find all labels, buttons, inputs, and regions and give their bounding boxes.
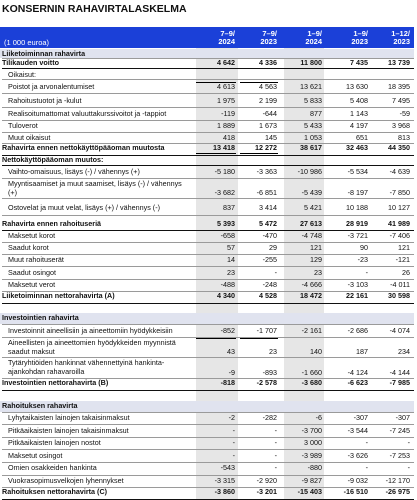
row-value: -7 406 — [389, 231, 410, 240]
row-value: -5 439 — [301, 188, 322, 197]
row-value: -8 197 — [347, 188, 368, 197]
row-divider — [2, 324, 414, 325]
table-row — [0, 338, 414, 357]
row-value: 57 — [227, 243, 235, 252]
row-value: -4 748 — [301, 231, 322, 240]
row-value: 3 414 — [259, 203, 277, 212]
row-divider — [2, 107, 414, 108]
row-value: 813 — [398, 133, 410, 142]
table-row — [0, 219, 414, 230]
row-value: 23 — [269, 347, 277, 356]
row-value: -880 — [307, 463, 322, 472]
column-header-q3-2024: 7–9/ 2024 — [218, 29, 235, 46]
row-value: -15 403 — [297, 487, 322, 496]
row-value: -3 989 — [301, 451, 322, 460]
row-value: -4 666 — [301, 280, 322, 289]
row-value: 7 435 — [350, 58, 368, 67]
table-row — [0, 167, 414, 178]
row-value: -9 032 — [347, 476, 368, 485]
row-value: 13 630 — [346, 82, 368, 91]
table-row — [0, 121, 414, 132]
emphasis-underline — [196, 338, 236, 339]
row-value: 30 598 — [388, 291, 410, 300]
row-label: Rahoitustuotot ja -kulut — [8, 96, 82, 105]
row-value: -3 680 — [301, 378, 322, 387]
row-label: Vaihto-omaisuus, lisäys (-) / vähennys (+) — [8, 167, 140, 176]
row-value: -7 253 — [389, 451, 410, 460]
table-row — [0, 476, 414, 487]
row-value: -488 — [220, 280, 235, 289]
row-value: 1 143 — [350, 109, 368, 118]
row-value: 5 393 — [217, 219, 235, 228]
table-row — [0, 58, 414, 68]
row-value: -4 074 — [389, 326, 410, 335]
row-value: 18 395 — [388, 82, 410, 91]
row-value: 32 463 — [346, 143, 368, 152]
row-label: Maksetut korot — [8, 231, 56, 240]
section-heading: Liiketoiminnan rahavirta — [2, 49, 86, 58]
row-value: -2 161 — [301, 326, 322, 335]
emphasis-underline — [240, 82, 278, 83]
row-value: 145 — [265, 133, 277, 142]
row-value: -3 103 — [347, 280, 368, 289]
row-value: 4 642 — [217, 58, 235, 67]
row-value: 23 — [314, 268, 322, 277]
section-heading: Rahoituksen rahavirta — [2, 401, 78, 410]
table-row — [0, 255, 414, 266]
row-label: Muut oikaisut — [8, 133, 51, 142]
row-value: -4 011 — [390, 280, 410, 289]
row-value: 12 272 — [255, 143, 277, 152]
row-value: 4 197 — [350, 121, 368, 130]
table-row — [0, 280, 414, 291]
row-value: 14 — [227, 255, 235, 264]
row-value: 5 433 — [304, 121, 322, 130]
row-value: 2 199 — [259, 96, 277, 105]
row-value: -3 201 — [256, 487, 277, 496]
table-row — [0, 96, 414, 107]
row-value: 22 161 — [346, 291, 368, 300]
row-value: - — [274, 451, 277, 460]
row-value: 38 617 — [300, 143, 322, 152]
row-value: 4 528 — [259, 291, 277, 300]
row-value: - — [274, 438, 277, 447]
row-value: -4 144 — [389, 368, 410, 377]
row-label: Vuokrasopimusvelkojen lyhennykset — [8, 476, 124, 485]
row-value: -12 170 — [385, 476, 410, 485]
row-divider — [2, 424, 414, 425]
row-label: Investointien nettorahavirta (B) — [2, 378, 109, 387]
row-value: -3 315 — [214, 476, 235, 485]
row-value: -2 — [228, 413, 235, 422]
table-row — [0, 133, 414, 143]
emphasis-underline — [240, 338, 278, 339]
row-value: 418 — [223, 133, 235, 142]
row-value: - — [232, 438, 235, 447]
table-row — [0, 70, 414, 79]
row-label: Myyntisaamiset ja muut saamiset, lisäys (-) / vähennys (+) — [8, 179, 182, 197]
row-label: Tilikauden voitto — [2, 58, 59, 67]
row-value: 10 127 — [388, 203, 410, 212]
row-label: Ostovelat ja muut velat, lisäys (+) / vähennys (-) — [8, 203, 160, 212]
emphasis-underline — [196, 82, 236, 83]
row-value: 651 — [356, 133, 368, 142]
table-row — [0, 426, 414, 437]
row-label: Pitkäaikaisten lainojen nostot — [8, 438, 101, 447]
row-value: -818 — [220, 378, 235, 387]
row-label: Liiketoiminnan nettorahavirta (A) — [2, 291, 115, 300]
row-value: -893 — [262, 368, 277, 377]
table-row — [0, 49, 414, 58]
row-value: 5 472 — [259, 219, 277, 228]
row-value: -5 534 — [347, 167, 368, 176]
row-label: Maksetut verot — [8, 280, 56, 289]
row-divider — [2, 93, 414, 94]
row-value: 1 673 — [259, 121, 277, 130]
table-row — [0, 487, 414, 499]
row-value: 13 739 — [388, 58, 410, 67]
row-value: 5 833 — [304, 96, 322, 105]
row-value: 1 889 — [217, 121, 235, 130]
table-row — [0, 155, 414, 165]
row-divider — [2, 198, 414, 199]
table-row — [0, 179, 414, 198]
column-header-q3-2023: 7–9/ 2023 — [260, 29, 277, 46]
row-value: -119 — [221, 109, 235, 118]
row-value: -3 860 — [214, 487, 235, 496]
row-value: -4 124 — [347, 368, 368, 377]
row-value: -6 623 — [347, 378, 368, 387]
row-value: 18 472 — [300, 291, 322, 300]
section-heading: Investointien rahavirta — [2, 313, 79, 322]
row-value: - — [274, 426, 277, 435]
row-value: -7 850 — [389, 188, 410, 197]
column-header-fy-2023: 1–12/ 2023 — [391, 29, 410, 46]
table-row — [0, 268, 414, 279]
row-value: -852 — [220, 326, 235, 335]
table-row — [0, 378, 414, 390]
row-value: - — [407, 438, 410, 447]
row-value: 4 563 — [259, 82, 277, 91]
row-value: 26 — [402, 268, 410, 277]
row-value: - — [274, 463, 277, 472]
table-row — [0, 313, 414, 324]
row-divider — [2, 79, 414, 80]
row-value: -3 682 — [214, 188, 235, 197]
table-row — [0, 401, 414, 412]
row-value: 121 — [398, 243, 410, 252]
row-value: - — [365, 463, 368, 472]
row-value: 27 613 — [300, 219, 322, 228]
row-value: -470 — [262, 231, 277, 240]
row-label: Omien osakkeiden hankinta — [8, 463, 97, 472]
table-row — [0, 243, 414, 254]
row-value: 41 989 — [388, 219, 410, 228]
row-value: -6 — [315, 413, 322, 422]
row-value: 44 350 — [388, 143, 410, 152]
row-value: - — [232, 451, 235, 460]
row-value: - — [274, 268, 277, 277]
row-value: 3 968 — [392, 121, 410, 130]
row-value: -644 — [262, 109, 277, 118]
row-value: 23 — [227, 268, 235, 277]
row-value: -3 721 — [347, 231, 368, 240]
row-value: -307 — [353, 413, 368, 422]
row-value: 7 495 — [392, 96, 410, 105]
row-value: -248 — [262, 280, 277, 289]
row-value: -23 — [357, 255, 368, 264]
row-value: 129 — [310, 255, 322, 264]
row-value: -7 245 — [389, 426, 410, 435]
row-label: Realisoitumattomat valuuttakurssivoitot ja -tappiot — [8, 109, 167, 118]
table-row — [0, 451, 414, 462]
row-label: Tuloverot — [8, 121, 38, 130]
table-row — [0, 291, 414, 303]
row-value: 4 613 — [217, 82, 235, 91]
row-value: - — [365, 268, 368, 277]
row-value: 90 — [360, 243, 368, 252]
row-value: 5 408 — [350, 96, 368, 105]
row-label: Rahavirta ennen nettokäyttöpääoman muutosta — [2, 143, 165, 152]
row-label: Muut rahoituserät — [8, 255, 64, 264]
row-value: -16 510 — [343, 487, 368, 496]
row-value: 11 800 — [300, 58, 322, 67]
row-value: -2 686 — [347, 326, 368, 335]
row-label: Rahoituksen nettorahavirta (C) — [2, 487, 108, 496]
row-value: -2 578 — [256, 378, 277, 387]
row-label: Rahavirta ennen rahoituseriä — [2, 219, 102, 228]
row-value: - — [232, 426, 235, 435]
row-label: Poistot ja arvonalentumiset — [8, 82, 95, 91]
row-value: -307 — [395, 413, 410, 422]
row-value: 140 — [310, 347, 322, 356]
row-label: Oikaisut: — [8, 70, 36, 79]
row-divider — [2, 215, 414, 216]
row-label: Investoinnit aineellisiin ja aineettomiin hyödykkeisiin — [8, 326, 173, 335]
row-value: - — [407, 463, 410, 472]
row-value: 234 — [398, 347, 410, 356]
row-divider — [2, 68, 414, 69]
row-value: 28 919 — [346, 219, 368, 228]
row-value: -3 544 — [347, 426, 368, 435]
row-value: 13 418 — [213, 143, 235, 152]
row-value: 4 336 — [259, 58, 277, 67]
column-header-9m-2023: 1–9/ 2023 — [351, 29, 368, 46]
table-row — [0, 438, 414, 449]
row-divider — [2, 303, 414, 304]
row-divider — [2, 390, 414, 391]
emphasis-underline — [196, 153, 236, 154]
table-header — [0, 27, 414, 48]
row-value: -5 180 — [214, 167, 235, 176]
unit-label: (1 000 euroa) — [4, 38, 50, 47]
row-divider — [2, 449, 414, 450]
row-value: 5 421 — [304, 203, 322, 212]
row-value: 837 — [223, 203, 235, 212]
row-value: -10 986 — [297, 167, 322, 176]
row-value: -658 — [220, 231, 235, 240]
row-value: -1 707 — [256, 326, 277, 335]
row-value: 877 — [310, 109, 322, 118]
row-label: Nettokäyttöpääoman muutos: — [2, 155, 104, 164]
row-divider — [2, 266, 414, 267]
row-label: Aineellisten ja aineettomien hyödykkeiden myynnistä saadut maksut — [8, 338, 176, 356]
row-label: Maksetut osingot — [8, 451, 63, 460]
table-row — [0, 463, 414, 475]
row-value: -4 639 — [389, 167, 410, 176]
emphasis-underline — [240, 153, 278, 154]
row-value: -7 985 — [389, 378, 410, 387]
row-value: -543 — [220, 463, 235, 472]
table-row — [0, 413, 414, 424]
row-label: Saadut osingot — [8, 268, 56, 277]
row-value: -9 827 — [301, 476, 322, 485]
row-value: 1 975 — [217, 96, 235, 105]
row-value: -282 — [262, 413, 277, 422]
row-value: 3 000 — [304, 438, 322, 447]
row-value: -3 626 — [347, 451, 368, 460]
row-value: -121 — [395, 255, 410, 264]
row-value: 121 — [310, 243, 322, 252]
row-value: -3 363 — [256, 167, 277, 176]
row-value: 29 — [269, 243, 277, 252]
table-row — [0, 231, 414, 242]
column-header-9m-2024: 1–9/ 2024 — [305, 29, 322, 46]
row-value: 187 — [356, 347, 368, 356]
row-label: Lyhytaikaisten lainojen takaisinmaksut — [8, 413, 130, 422]
row-label: Pitkäaikaisten lainojen takaisinmaksut — [8, 426, 129, 435]
row-value: -9 — [228, 368, 235, 377]
row-value: 13 621 — [300, 82, 322, 91]
statement-title: KONSERNIN RAHAVIRTALASKELMA — [2, 3, 187, 15]
row-label: Saadut korot — [8, 243, 49, 252]
row-value: -2 920 — [256, 476, 277, 485]
row-label: Tytäryhtiöiden hankinnat vähennettyinä hankinta-ajankohdan rahavaroilla — [8, 358, 165, 376]
row-divider — [2, 165, 414, 166]
table-row — [0, 82, 414, 93]
table-row — [0, 358, 414, 378]
row-value: -59 — [399, 109, 410, 118]
row-value: 43 — [227, 347, 235, 356]
row-value: - — [365, 438, 368, 447]
row-value: 10 188 — [346, 203, 368, 212]
row-value: -1 660 — [301, 368, 322, 377]
row-value: -26 975 — [385, 487, 410, 496]
table-row — [0, 326, 414, 337]
row-value: 4 340 — [217, 291, 235, 300]
row-value: -3 700 — [301, 426, 322, 435]
row-value: -255 — [262, 255, 277, 264]
row-value: 1 053 — [304, 133, 322, 142]
table-row — [0, 109, 414, 120]
table-row — [0, 203, 414, 215]
row-value: -6 851 — [256, 188, 277, 197]
